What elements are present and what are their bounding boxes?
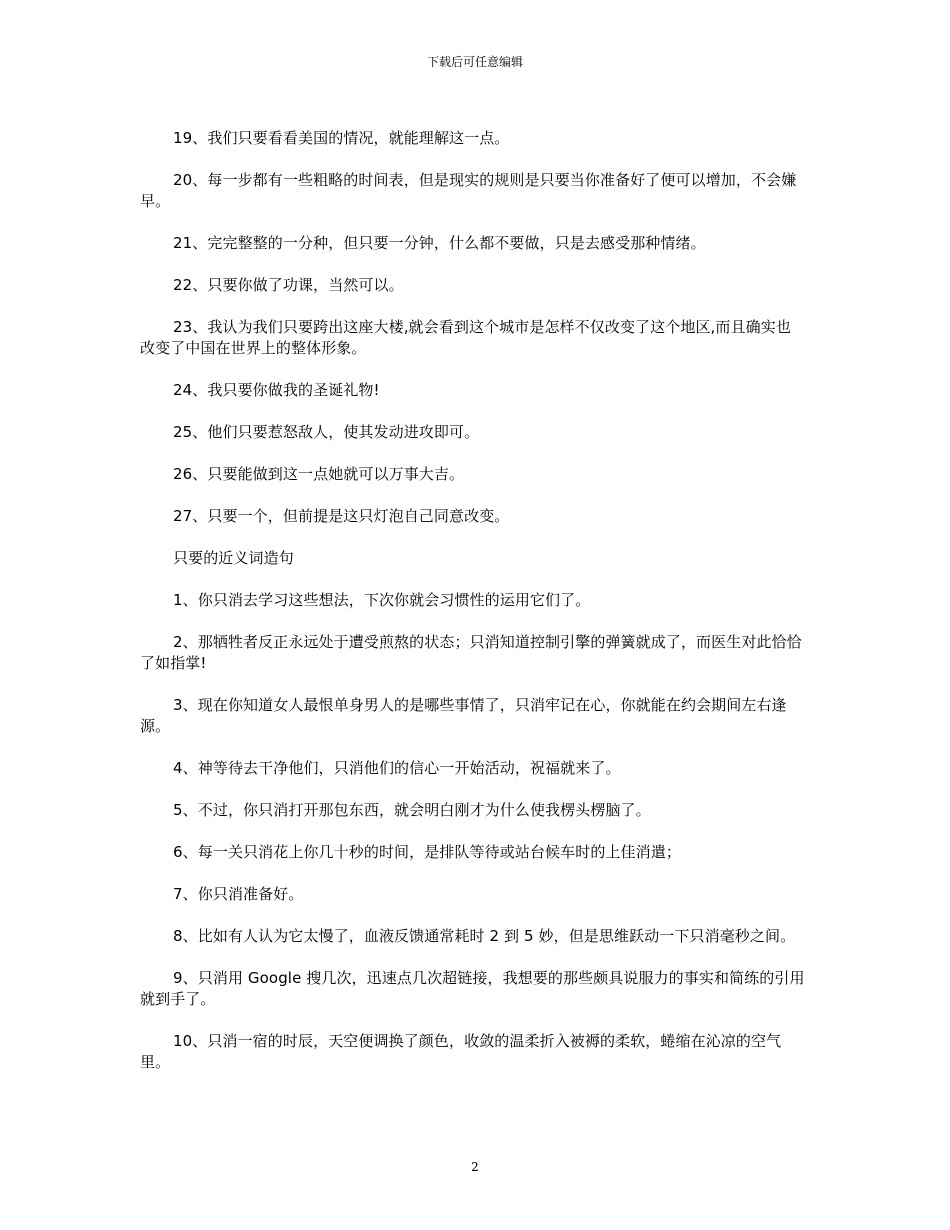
paragraph: 3、现在你知道女人最恨单身男人的是哪些事情了，只消牢记在心，你就能在约会期间左右逢源。 [140,696,787,735]
paragraph: 8、比如有人认为它太慢了，血液反馈通常耗时 2 到 5 妙，但是思维跃动一下只消毫秒之间。 [173,927,796,945]
paragraph: 1、你只消去学习这些想法，下次你就会习惯性的运用它们了。 [173,591,591,609]
paragraph: 4、神等待去干净他们，只消他们的信心一开始活动，祝福就来了。 [173,759,621,777]
section-heading: 只要的近义词造句 [173,549,294,567]
paragraph: 6、每一关只消花上你几十秒的时间，是排队等待或站台候车时的上佳消遣； [173,843,681,861]
page-number: 2 [471,1160,479,1174]
paragraph: 9、只消用 Google 搜几次，迅速点几次超链接，我想要的那些颇具说服力的事实和简练的引用就到手了。 [140,969,805,1008]
page-header: 下载后可任意编辑 [426,55,523,69]
paragraph: 26、只要能做到这一点她就可以万事大吉。 [173,465,465,483]
paragraph: 5、不过，你只消打开那包东西，就会明白刚才为什么使我楞头楞脑了。 [173,801,651,819]
paragraph: 24、我只要你做我的圣诞礼物! [173,381,380,399]
paragraph: 21、完完整整的一分种，但只要一分钟，什么都不要做，只是去感受那种情绪。 [173,234,706,252]
document-body [140,128,805,1094]
paragraph: 10、只消一宿的时辰，天空便调换了颜色，收敛的温柔折入被褥的柔软，蜷缩在沁凉的空气里。 [140,1032,782,1071]
paragraph: 7、你只消准备好。 [173,885,304,903]
paragraph: 19、我们只要看看美国的情况，就能理解这一点。 [173,129,510,147]
paragraph: 23、我认为我们只要跨出这座大楼,就会看到这个城市是怎样不仅改变了这个地区,而且确实也改变了中国在世界上的整体形象。 [140,318,791,357]
paragraph: 20、每一步都有一些粗略的时间表，但是现实的规则是只要当你准备好了便可以增加，不会嫌早。 [140,171,797,210]
paragraph: 22、只要你做了功课，当然可以。 [173,276,404,294]
paragraph: 25、他们只要惹怒敌人，使其发动进攻即可。 [173,423,480,441]
paragraph: 2、那牺牲者反正永远处于遭受煎熬的状态；只消知道控制引擎的弹簧就成了，而医生对此恰恰了如指掌! [140,633,802,672]
paragraph: 27、只要一个，但前提是这只灯泡自己同意改变。 [173,507,510,525]
